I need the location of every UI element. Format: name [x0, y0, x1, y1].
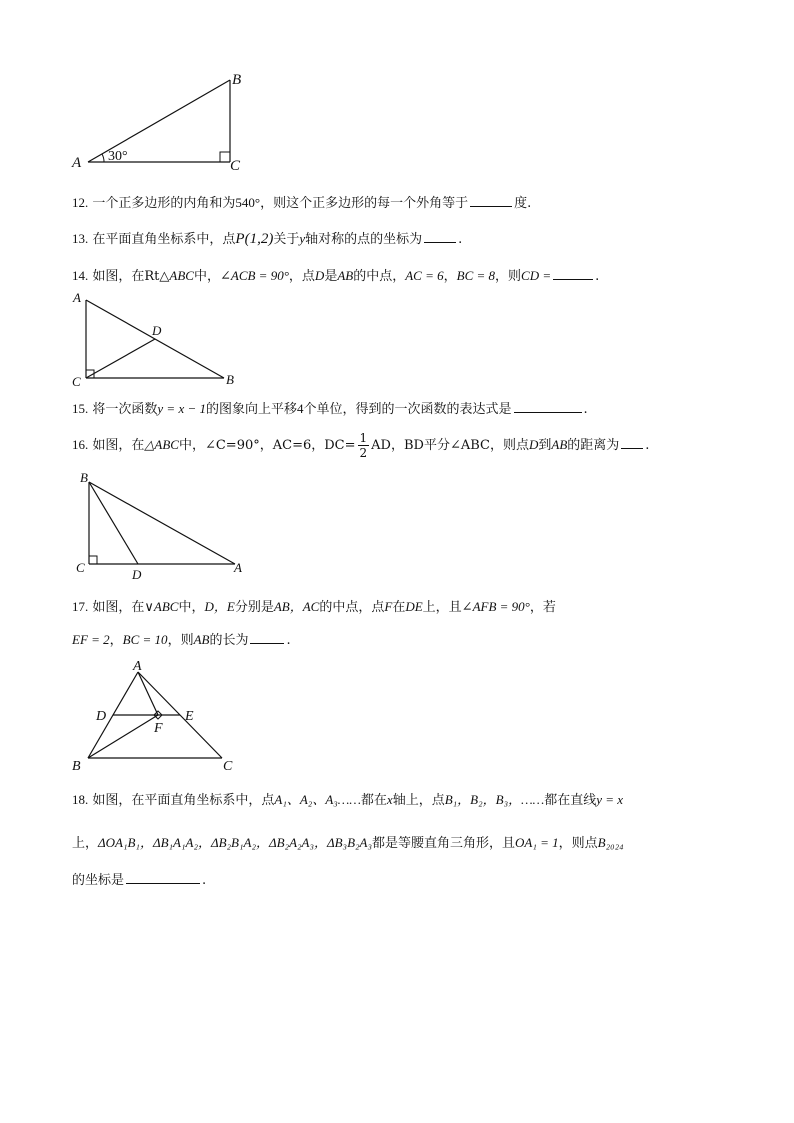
q18-l3a: 的坐标是 — [72, 873, 125, 888]
q14-answer-blank[interactable] — [553, 265, 593, 280]
q17-answer-blank[interactable] — [250, 629, 284, 644]
q18-B2024: B₂₀₂₄ — [597, 835, 624, 850]
q14-BC: BC = 8 — [456, 268, 496, 283]
figure-q17-triangle — [68, 654, 248, 779]
q16-text5: 的距离为 — [567, 438, 620, 453]
q13-axis: y — [299, 231, 306, 246]
q14-sep: ， — [443, 269, 457, 284]
question-17-line2 — [72, 629, 291, 651]
q18-l1b: 都在 — [360, 793, 387, 808]
label-B: B — [80, 470, 88, 485]
label-A: A — [73, 290, 81, 305]
q12-answer-blank[interactable] — [470, 192, 512, 207]
label-B: B — [72, 759, 81, 774]
q18-OA1: OA₁ = 1 — [515, 835, 559, 850]
q18-l2b: 都是等腰直角三角形，且 — [372, 836, 516, 851]
q16-text6: . — [645, 438, 650, 453]
q17-AB-AC: AB，AC — [273, 599, 320, 614]
label-C: C — [72, 374, 81, 389]
q17-l2a: ，则 — [167, 633, 194, 648]
label-C: C — [76, 560, 85, 575]
q14-text6: ，则 — [495, 269, 522, 284]
q16-text1: 如图，在 — [92, 438, 145, 453]
q17-l1e: 在 — [392, 600, 406, 615]
q17-angle: AFB = 90° — [472, 599, 530, 614]
label-D: D — [96, 709, 107, 724]
q15-answer-blank[interactable] — [514, 398, 582, 413]
question-15 — [72, 398, 588, 420]
q12-value: 540° — [235, 195, 261, 210]
q18-l1d: 都在直线 — [544, 793, 597, 808]
question-18-line2 — [72, 833, 624, 854]
q18-x: x — [386, 792, 393, 807]
q17-l1c: 分别是 — [234, 600, 274, 615]
q13-text4: . — [458, 232, 463, 247]
q16-triangle: △ABC — [144, 437, 179, 452]
q15-number: 15. — [72, 401, 89, 416]
q14-angle: ACB = 90° — [230, 268, 289, 283]
q18-B-points: B₁，B₂，B₃，…… — [444, 792, 545, 807]
label-C: C — [230, 158, 241, 174]
q17-F: F — [384, 599, 393, 614]
q16-text3: AD，BD平分∠ABC，则点 — [371, 438, 529, 453]
q14-text1: 如图，在Rt△ — [92, 269, 170, 284]
q15-function: y = x − 1 — [157, 401, 206, 416]
q13-text3: 轴对称的点的坐标为 — [305, 232, 423, 247]
figure-q14-triangle — [70, 290, 250, 390]
q17-number: 17. — [72, 599, 89, 614]
q16-number: 16. — [72, 437, 89, 452]
q18-triangles: ΔOA₁B₁，ΔB₁A₁A₂，ΔB₂B₁A₂，ΔB₂A₂A₃，ΔB₃B₂A₃ — [98, 835, 372, 850]
label-F: F — [154, 721, 163, 736]
q15-text1: 将一次函数 — [92, 402, 158, 417]
q18-A-points: A₁、A₂、A₃…… — [274, 792, 361, 807]
q18-line: y = x — [596, 792, 624, 807]
q13-answer-blank[interactable] — [424, 228, 456, 243]
q14-AC: AC = 6 — [405, 268, 444, 283]
label-A: A — [234, 560, 242, 575]
q14-triangle: ABC — [169, 268, 194, 283]
q17-DE-seg: DE — [405, 599, 423, 614]
q16-AB: AB — [551, 437, 568, 452]
q16-answer-blank[interactable] — [621, 434, 643, 449]
q17-l1f: 上，且∠ — [422, 600, 473, 615]
label-D: D — [152, 323, 162, 338]
q13-text2: 关于 — [273, 232, 300, 247]
label-B: B — [232, 72, 242, 88]
q17-triangle: ABC — [153, 599, 179, 614]
q13-point: P(1,2) — [235, 231, 274, 247]
q14-text3: ，点 — [288, 269, 315, 284]
q16-point-D: D — [528, 437, 539, 452]
q14-number: 14. — [72, 268, 89, 283]
figure-q16-triangle — [72, 468, 252, 583]
question-18-line3 — [72, 869, 206, 891]
q17-sep: ， — [109, 633, 123, 648]
q12-number: 12. — [72, 195, 89, 210]
q18-l2c: ，则点 — [558, 836, 598, 851]
question-13 — [72, 228, 462, 250]
q16-text2: 中，∠C=90°，AC=6，DC= — [178, 438, 356, 453]
q17-l2c: . — [286, 633, 291, 648]
q17-l1a: 如图，在∨ — [92, 600, 154, 615]
q14-CD: CD = — [521, 268, 552, 283]
q17-l1d: 的中点，点 — [319, 600, 385, 615]
q15-text3: 个单位，得到的一次函数的表达式是 — [303, 402, 512, 417]
label-C: C — [223, 759, 233, 774]
q17-AB: AB — [193, 632, 210, 647]
q18-l1c: 轴上，点 — [392, 793, 445, 808]
question-17 — [72, 597, 556, 618]
q14-text2: 中，∠ — [193, 269, 231, 284]
question-14 — [72, 265, 599, 287]
q14-text4: 是 — [324, 269, 338, 284]
q17-DE-points: D，E — [204, 599, 235, 614]
q18-answer-blank[interactable] — [126, 869, 200, 884]
question-12 — [72, 192, 531, 214]
q13-number: 13. — [72, 231, 89, 246]
q17-l2b: 的长为 — [209, 633, 249, 648]
q15-text2: 的图象向上平移 — [206, 402, 298, 417]
q18-number: 18. — [72, 792, 89, 807]
label-D: D — [132, 567, 142, 582]
q16-text4: 到 — [538, 438, 552, 453]
q12-text1: 一个正多边形的内角和为 — [92, 196, 236, 211]
q12-text3: 度. — [514, 196, 532, 211]
q18-l1a: 如图，在平面直角坐标系中，点 — [92, 793, 275, 808]
q18-l2a: 上， — [72, 836, 99, 851]
question-18 — [72, 790, 623, 811]
q17-l1b: 中， — [178, 600, 205, 615]
q17-EF: EF = 2 — [72, 632, 110, 647]
label-B: B — [226, 372, 234, 387]
q14-text7: . — [595, 269, 600, 284]
q15-text4: . — [583, 402, 588, 417]
q17-BC: BC = 10 — [122, 632, 168, 647]
q12-text2: ，则这个正多边形的每一个外角等于 — [260, 196, 469, 211]
question-16 — [72, 427, 649, 464]
q14-point-D: D — [314, 268, 325, 283]
q14-text5: 的中点， — [353, 269, 406, 284]
angle-label: 30° — [108, 149, 128, 164]
label-A: A — [133, 659, 142, 674]
figure-30-degree-triangle — [70, 66, 260, 176]
q17-l1g: ，若 — [529, 600, 556, 615]
q16-fraction: $\frac{1}{2}$ — [359, 431, 368, 460]
q13-text1: 在平面直角坐标系中，点 — [92, 232, 236, 247]
label-A: A — [72, 155, 82, 171]
q18-l3b: . — [202, 873, 207, 888]
q15-units: 4 — [297, 401, 304, 416]
label-E: E — [185, 709, 194, 724]
q14-segment-AB: AB — [337, 268, 354, 283]
